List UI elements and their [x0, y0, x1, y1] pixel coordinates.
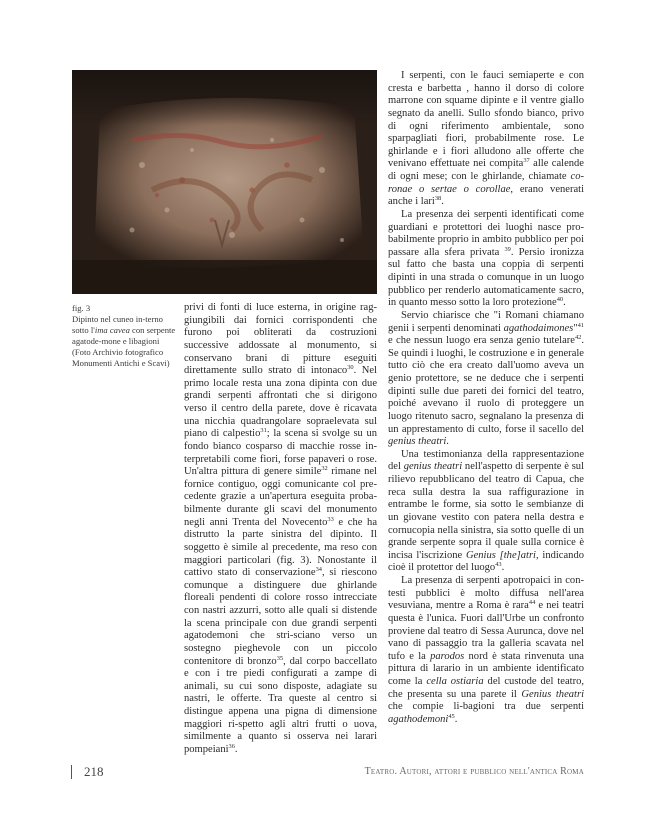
italic-text: cella ostiaria [426, 676, 484, 687]
text-run: e nei teatri questa è l'unica. Fuori dall'Urbe un confronto proviene dal teatro di Sessa Aurunca, dove nel vano di passaggio tra la galleria scavata nel tufo e la [388, 600, 584, 662]
text-run: , dal corpo baccellato e con i tre piedi configurati a zampe di animali, su cui sono disposte, adagiate su nastri, le offerte. Tra queste al centro si distingue appena una pigna di dimensione maggiori ri-spetto agli altri frutti o uova, similmente a quanto si osserva nei larari pompeiani [184, 655, 377, 755]
footnote-ref: 33 [327, 515, 334, 523]
text-run: . Se quindi i luoghi, le costruzione e in generale tutto ciò che era creato dall'uomo aveva un genio protettore, se ne deduce che i serpenti dipinti sulle due pareti dei fornici del teatro, poiché avevano il ruolo di proteggere un luogo ritenuto sacro, segnalano la presenza di un apprestamento di culto, forse il sacello del [388, 335, 584, 435]
text-run: La presenza di serpenti apotropaici in con-testi pubblici è molto diffusa nell'area vesuviana, mentre a Roma è rara [388, 575, 584, 612]
paragraph [184, 302, 377, 757]
text-run: . [441, 196, 444, 208]
text-run: nell'aspetto di serpente è sul rilievo repubblicano del teatro di Capua, che reca sulla destra la sua raffigurazione in entrambe le forme, sia sotto le sembianze di un giovane vestito con patera nella destra e cornucopia nella sinistra, sia sotto quelle di un grande serpente sopra il quale sulla cornice è incisa l'iscrizione [388, 461, 585, 561]
footnote-ref: 45 [448, 712, 455, 720]
text-run: . [454, 713, 458, 725]
italic-text: agathodemoni [388, 713, 449, 725]
text-run: e che ha distrutto la parte sinistra del dipinto. Il soggetto è simile al precedente, ma reso con maggiori particolari (fig. 3). Nonostante il cattivo stato di conservazione [184, 516, 378, 579]
text-run: nord è stata rinvenuta una pittura di larario in un ambiente identificato come la [388, 650, 584, 687]
text-run: La presenza dei serpenti identificati come guardiani e protettori dei luoghi nasce pro-babilmente proprio in ambito pubblico per poi passare alla sfera privata [388, 208, 584, 258]
paragraph [388, 70, 584, 209]
text-run: Servio chiarisce che "i Romani chiamano genii i serpenti denominati [388, 309, 584, 334]
running-head: Teatro. Autori, attori e pubblico nell'antica Roma [364, 766, 584, 777]
text-run: . [563, 297, 566, 309]
text-run: alle calende di ogni mese; con le ghirlande, chiamate [388, 158, 584, 182]
text-run: I serpenti, con le fauci semiaperte e con cresta e barbetta , hanno il dorso di colore marrone con squame dipinte e il ventre giallo segnato da anelli. Sullo sfondo bianco, privo di ogni riferimento ambientale, sono sparpagliati fiori, probabilmente rose. Le ghirlande e i fiori alludono alle offerte che venivano effettuate nei compita [388, 70, 584, 170]
right-text-column [388, 70, 584, 727]
footnote-ref: 42 [574, 334, 582, 342]
italic-text: Genius theatri [521, 688, 584, 700]
text-run: ; la scena si svolge su un fondo bianco cosparso di macchie rosse in-terpretabili come fiori, forse papaveri o rose. Un'altra pittura di genere simile [184, 428, 378, 478]
text-run: del custode del teatro, che presenta su una parete il [388, 676, 585, 700]
footnote-ref: 32 [321, 465, 328, 473]
footnote-ref: 40 [556, 296, 564, 304]
figure-caption [72, 303, 176, 370]
footnote-ref: 39 [504, 245, 511, 253]
paragraph [388, 575, 584, 727]
text-run: , erano venerati anche i lari [388, 183, 585, 208]
text-run: Una testimonianza della rappresentazione del [388, 448, 584, 473]
footnote-ref: 37 [523, 157, 530, 165]
fresco-photograph [72, 70, 377, 294]
italic-text: Genius [the]atri [465, 549, 536, 561]
figure-label: fig. 3 [72, 303, 91, 313]
text-run: , indicando cioè il protettor del luogo [388, 549, 584, 574]
caption-italic: ima cavea [94, 325, 130, 336]
text-run: privi di fonti di luce esterna, in origine rag-giungibili dai fornici corrispondenti che furono poi obliterati da costruzioni successive addossate al monumento, si conservano brani di pitture eseguiti direttamente sullo strato di intonaco [184, 302, 377, 377]
footnote-ref: 30 [347, 364, 354, 372]
text-run: . Nel primo locale resta una zona dipinta con due grandi serpenti affrontati che si dirigono verso il centro della parete, dove è ricavata una nicchia quadrangolare sopraelevata sul piano di calpestio [184, 365, 377, 440]
footnote-ref: 36 [228, 742, 235, 750]
paragraph [388, 449, 584, 575]
footnote-ref: 38 [434, 195, 442, 203]
page-number: 218 [84, 764, 104, 779]
text-run: , si riescono comunque a distinguere due ghirlande floreali pendenti di colore rosso intrecciate con nastri azzurri, sotto alle quali si distende la scena principale con due grandi serpenti agatodemoni che stri-sciano verso un sostegno pieghevole con un piccolo contenitore di bronzo [184, 567, 377, 667]
footnote-ref: 43 [495, 561, 502, 569]
text-run: . [446, 436, 449, 448]
footnote-ref: 35 [276, 654, 284, 662]
caption-text-start: Dipinto nel cuneo in-terno sotto l' [72, 314, 163, 336]
text-run: . [501, 562, 505, 574]
text-run: che compie li-bagioni tra due serpenti [388, 701, 584, 713]
italic-text: parodos [430, 650, 465, 662]
text-run: . [234, 743, 238, 755]
text-run: . Persio ironizza sul fatto che basta una coppia di serpenti dipinti in una strada o comunque in un luogo pubblico per renderlo automaticamente sacro, in quanto messo sotto la loro protezione [388, 246, 584, 309]
middle-text-column [184, 302, 377, 757]
italic-text: agathodaimones [503, 322, 574, 334]
caption-text-end: con serpente agatode-mone e libagioni (Foto Archivio fotografico Monumenti Antichi e Scavi) [72, 325, 176, 369]
italic-text: genius theatri [388, 436, 447, 448]
text-run: e che nessun luogo era senza genio tutelare [388, 335, 575, 347]
paragraph [388, 209, 584, 310]
footer-rule [71, 765, 72, 779]
footnote-ref: 41 [577, 321, 584, 329]
text-run: rimane nel fornice contiguo, oggi comunicante col pre-cedente grazie a un'apertura eseguita proba-bilmente durante gli scavi del monumento negli anni Trenta del Novecento [184, 466, 377, 528]
paragraph [388, 310, 584, 449]
italic-text: co-ronae o sertae o corollae [388, 171, 584, 195]
footnote-ref: 44 [528, 599, 536, 607]
italic-text: genius theatri [403, 461, 463, 473]
fresco-image [72, 70, 377, 294]
footnote-ref: 34 [315, 566, 322, 574]
footnote-ref: 31 [260, 427, 267, 435]
text-run: " [573, 322, 578, 334]
